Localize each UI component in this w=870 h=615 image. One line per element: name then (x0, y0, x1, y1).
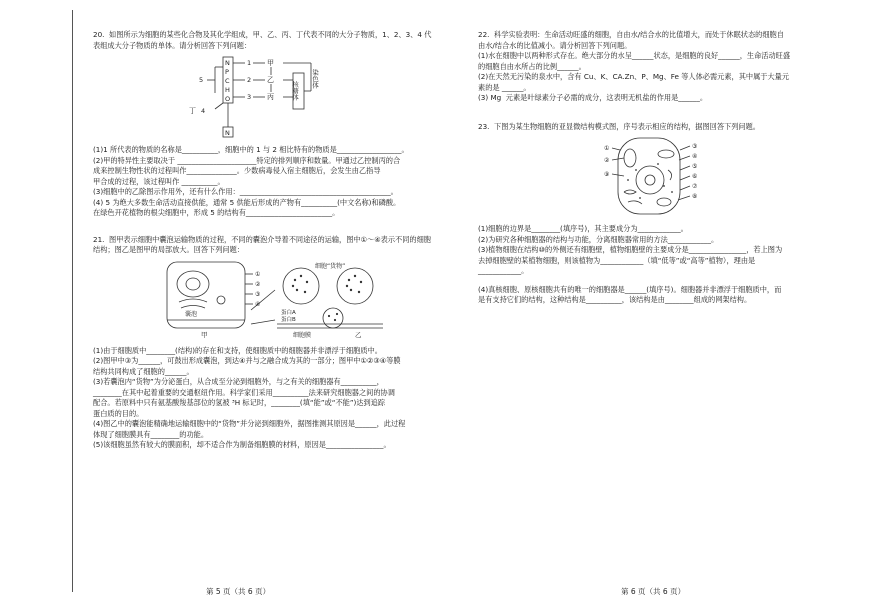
cell-label-4: ④ (692, 153, 698, 160)
q21-line-2: (2)图甲中③为______，可鼓出形成囊泡，到达④并与之融合成为其的一部分；图甲中①②③④等膜 (93, 356, 401, 365)
q22-line-1: 22. 科学实验表明：生命活动旺盛的细胞，自由水/结合水的比值增大，而处于休眠状态的细胞自 (478, 30, 784, 39)
cell-label-1: ① (604, 145, 610, 152)
polymer-jia: 甲 (267, 59, 274, 67)
label-protein-a: 蛋白A (281, 309, 296, 316)
q20-figure (93, 55, 433, 139)
right-page (478, 30, 818, 306)
element-p: P (225, 68, 229, 76)
q21-figure (93, 260, 433, 340)
marker-3: ③ (255, 290, 261, 298)
q20-line-3: 成来控制生物性状的过程叫作______________。少数病毒侵入宿主细胞后，会发生由乙指导 (93, 166, 381, 175)
q21-line-1: (1)由于细胞质中________(结构)的存在和支持，使细胞质中的细胞器并非漂浮于细胞质中。 (93, 345, 382, 355)
q20-line-4: 甲合成的过程，该过程叫作 __________。 (93, 176, 225, 186)
element-c: C (225, 77, 230, 85)
q23-figure (478, 136, 818, 218)
q22-line-7: (3) Mg 元素是叶绿素分子必需的成分，这表明无机盐的作用是______。 (478, 93, 708, 102)
q21-line-7: 蛋白质的目的。 (93, 408, 144, 418)
q22-line-2: 由水/结合水的比值减小。请分析回答下列问题。 (478, 40, 632, 50)
q21-line-3: 结构共同构成了细胞的______。 (93, 366, 194, 376)
cell-label-8: ⑧ (692, 193, 698, 200)
q23-line-4: 去掉细胞壁的某植物细胞，则该植物为____________（填“低等”或“高等”植物），理由是 (478, 255, 756, 265)
q21-title: 21. 图甲表示细胞中囊泡运输物质的过程，不同的囊泡介导着不同途径的运输，图中①～④表示不同的细胞结构；图乙是图甲的局部放大。回答下列问题： (93, 234, 431, 254)
binding-line (72, 10, 73, 592)
q22-line-3: (1)水在细胞中以两种形式存在。绝大部分的水呈______状态，是细胞的良好______，生命活动旺盛 (478, 51, 791, 60)
q22-line-4: 的细胞自由水所占的比例______。 (478, 61, 586, 71)
q22-line-6: 素的是 ______。 (478, 82, 531, 92)
q20-title: 20. 如图所示为细胞的某些化合物及其化学组成，甲、乙、丙、丁代表不同的大分子物质，1、2、3、4 代表组成大分子物质的单体。请分析回答下列问题： (93, 30, 432, 50)
label-ribosome: 核糖体 (291, 81, 299, 101)
q21-line-9: 体现了细胞膜具有________的功能。 (93, 429, 209, 439)
element-n-bottom: N (225, 129, 230, 137)
left-page (93, 30, 433, 451)
caption-yi: 乙 (355, 330, 362, 339)
marker-2: ② (255, 280, 261, 288)
cell-label-2: ② (604, 157, 610, 164)
q20-line-7: 在绿色开花植物的根尖细胞中，形成 5 的结构有________________________。 (93, 208, 340, 217)
polymer-bing: 丙 (267, 93, 274, 101)
monomer-3: 3 (247, 93, 252, 101)
q23-title: 23. 下图为某生物细胞的亚显微结构模式图，序号表示相应的结构，据图回答下列问题。 (478, 121, 760, 131)
q23-line-1: (1)细胞的边界是________(填序号)，其主要成分为____________。 (478, 224, 688, 233)
cell-label-3: ③ (692, 143, 698, 150)
footer-page-5: 第 5 页（共 6 页） (206, 587, 271, 596)
element-h: H (225, 86, 230, 94)
q21-line-4: (3)若囊泡内“货物”为分泌蛋白，从合成至分泌到细胞外，与之有关的细胞器有__________， (93, 377, 384, 386)
q23-line-5: ____________。 (478, 266, 529, 275)
q20-line-1: (1)1 所代表的物质的名称是__________，细胞中的 1 与 2 相比特有的物质是__________________。 (93, 145, 409, 154)
q23-line-2: (2)为研究各种细胞器的结构与功能，分离细胞器常用的方法____________。 (478, 234, 719, 244)
element-n: N (225, 59, 230, 67)
cell-label-7: ⑦ (692, 183, 698, 190)
marker-4: ④ (255, 300, 261, 308)
q23-line-3: (3)植物细胞在结构⑩的外侧还有细胞壁，植物细胞壁的主要成分是________________，若上图为 (478, 245, 783, 254)
vesicle-transport-diagram (93, 260, 433, 340)
monomer-1: 1 (247, 59, 252, 67)
cell-label-6: ⑥ (692, 173, 698, 180)
caption-jia: 甲 (201, 330, 208, 339)
footer-page-6: 第 6 页（共 6 页） (621, 587, 686, 596)
label-cargo: 细胞“货物” (315, 262, 346, 270)
element-o: O (225, 95, 231, 103)
q21-line-10: (5)该细胞虽然有较大的膜面积，却不适合作为制备细胞膜的材料，原因是________________。 (93, 440, 391, 449)
compound-diagram (93, 55, 433, 139)
q23-line-7: 是有支持它们的结构，这种结构是__________，该结构是由________组成的网架结构。 (478, 295, 752, 304)
q22-line-5: (2)在天然无污染的泉水中，含有 Cu、K、CA.Zn、P、Mg、Fe 等人体必需元素，其中属于大量元 (478, 72, 790, 81)
polymer-ding: 丁 (189, 107, 196, 115)
q20-line-5: (3)细胞中的乙除图示作用外，还有什么作用：__________________________________________。 (93, 187, 398, 196)
q23-line-6: (4)真核细胞、原核细胞共有的唯一的细胞器是______(填序号)。细胞器并非漂浮于细胞质中，而 (478, 284, 782, 294)
label-cell-membrane: 细胞膜 (293, 331, 312, 339)
cell-label-9: ⑨ (604, 171, 610, 178)
monomer-5: 5 (199, 76, 204, 84)
marker-1: ① (255, 270, 261, 278)
polymer-yi: 乙 (267, 76, 274, 84)
monomer-4: 4 (201, 107, 206, 115)
label-chromosome: 染色体 (311, 69, 319, 89)
q21-line-6: 配合。若原料中只有氨基酸羧基部位的氢被 ³H 标记时，________(填“能”或“不能”)达到追踪 (93, 398, 386, 407)
cell-label-5: ⑤ (692, 163, 698, 170)
q20-line-2: (2)甲的特异性主要取决于 ______________________特定的排列顺序和数量。甲通过乙控制丙的合 (93, 155, 401, 165)
monomer-2: 2 (247, 76, 252, 84)
q20-line-6: (4) 5 为绝大多数生命活动直接供能，通常 5 供能后形成的产物有__________(中文名称)和磷酸。 (93, 197, 401, 207)
q21-line-8: (4)图乙中的囊泡能精确地运输细胞中的“货物”并分泌到细胞外，据图推测其原因是______，此过程 (93, 419, 406, 428)
label-protein-b: 蛋白B (281, 316, 296, 323)
cell-structure-diagram (478, 136, 818, 218)
q21-line-5: ________在其中起着重要的交通枢纽作用。科学家们采用__________法来研究细胞器之间的协调 (93, 387, 395, 397)
label-vesicle: 囊泡 (185, 310, 198, 318)
